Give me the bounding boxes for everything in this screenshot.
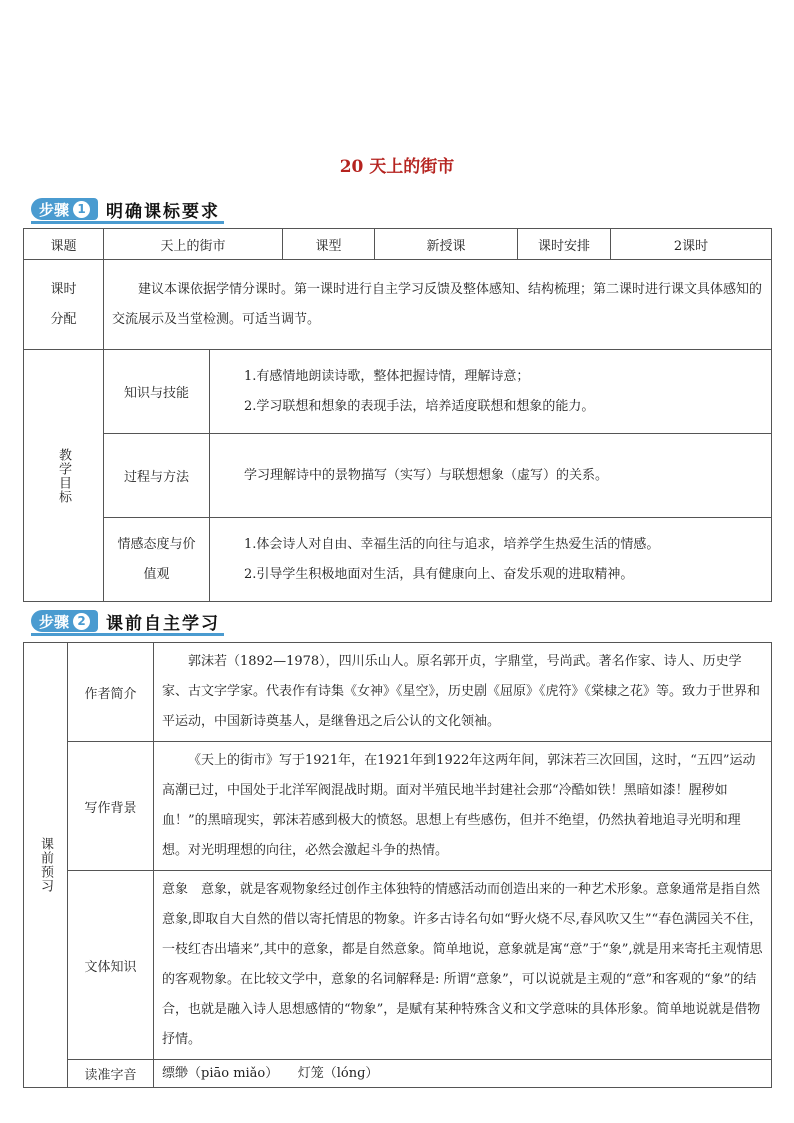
process-label: 过程与方法 xyxy=(104,434,210,518)
pronounce-label: 读准字音 xyxy=(68,1060,154,1088)
step1-badge-text: 步骤 xyxy=(39,200,70,219)
fenpei-label-b: 分配 xyxy=(50,311,77,327)
kexing-value: 新授课 xyxy=(375,229,518,260)
step1-underline xyxy=(31,221,224,224)
step2-underline xyxy=(31,633,224,636)
emotion-label-a: 情感态度与价 xyxy=(117,536,196,552)
step1-number: 1 xyxy=(73,201,90,218)
step2-badge-text: 步骤 xyxy=(39,612,70,631)
fenpei-text: 建议本课依据学情分课时。第一课时进行自主学习反馈及整体感知、结构梳理；第二课时进行课文具体感知的交流展示及当堂检测。可适当调节。 xyxy=(104,260,772,350)
keshi-value: 2课时 xyxy=(611,229,772,260)
knowledge-line2: 2.学习联想和想象的表现手法，培养适度联想和想象的能力。 xyxy=(244,398,595,414)
step2-badge xyxy=(31,610,98,632)
knowledge-line1: 1.有感情地朗读诗歌，整体把握诗情，理解诗意； xyxy=(244,368,530,384)
background-label: 写作背景 xyxy=(68,742,154,871)
kexing-label: 课型 xyxy=(283,229,375,260)
page-title: 20 天上的街市 xyxy=(339,157,455,177)
step1-header xyxy=(31,196,220,222)
preview-label-cell xyxy=(24,643,68,1088)
keshi-label: 课时安排 xyxy=(518,229,611,260)
lesson-plan-table xyxy=(23,228,772,602)
step2-number: 2 xyxy=(73,613,90,630)
pronounce-text: 缥缈（piāo miǎo） 灯笼（lónɡ） xyxy=(154,1060,772,1088)
emotion-line1: 1.体会诗人对自由、幸福生活的向往与追求，培养学生热爱生活的情感。 xyxy=(244,536,660,552)
genre-text: 意象 意象，就是客观物象经过创作主体独特的情感活动而创造出来的一种艺术形象。意象通常是指自然意象,即取自大自然的借以寄托情思的物象。许多古诗名句如“野火烧不尽,春风吹又生”“春色满园关不住，一枝红杏出墙来”,其中的意象，都是自然意象。简单地说，意象就是寓“意”于“象”,就是用来寄托主观情思的客观物象。在比较文学中，意象的名词解释是: 所谓“意象”，可以说就是主观的“意”和客观的“象”的结合，也就是融入诗人思想感情的“物象”，是赋有某种特殊含义和文学意味的具体形象。简单地说就是借物抒情。 xyxy=(154,871,772,1060)
fenpei-label-a: 课时 xyxy=(50,281,77,297)
author-label: 作者简介 xyxy=(68,643,154,742)
emotion-line2: 2.引导学生积极地面对生活，具有健康向上、奋发乐观的进取精神。 xyxy=(244,566,634,582)
emotion-text xyxy=(210,518,772,602)
keti-value: 天上的街市 xyxy=(104,229,283,260)
step2-label: 课前自主学习 xyxy=(106,613,221,634)
background-text: 《天上的街市》写于1921年，在1921年到1922年这两年间，郭沫若三次回国，这时，“五四”运动高潮已过，中国处于北洋军阀混战时期。面对半殖民地半封建社会那“冷酷如铁！黑暗如漆！腥秽如血！”的黑暗现实，郭沫若感到极大的愤怒。思想上有些感伤，但并不绝望，仍然执着地追寻光明和理想。对光明理想的向往，必然会激起斗争的热情。 xyxy=(154,742,772,871)
genre-label: 文体知识 xyxy=(68,871,154,1060)
goals-label: 教学目标 xyxy=(56,447,71,504)
keti-label: 课题 xyxy=(24,229,104,260)
step2-header xyxy=(31,608,220,634)
author-text: 郭沫若（1892—1978），四川乐山人。原名郭开贞，字鼎堂，号尚武。著名作家、诗人、历史学家、古文字学家。代表作有诗集《女神》《星空》，历史剧《屈原》《虎符》《棠棣之花》等。致力于世界和平运动，中国新诗奠基人，是继鲁迅之后公认的文化领袖。 xyxy=(154,643,772,742)
step1-label: 明确课标要求 xyxy=(106,201,221,222)
fenpei-label xyxy=(24,260,104,350)
step1-badge xyxy=(31,198,98,220)
preview-table xyxy=(23,642,772,1088)
process-text: 学习理解诗中的景物描写（实写）与联想想象（虚写）的关系。 xyxy=(210,434,772,518)
emotion-label xyxy=(104,518,210,602)
knowledge-text xyxy=(210,350,772,434)
knowledge-label: 知识与技能 xyxy=(104,350,210,434)
goals-label-cell xyxy=(24,350,104,602)
preview-label: 课前预习 xyxy=(38,837,53,893)
emotion-label-b: 值观 xyxy=(143,566,170,582)
